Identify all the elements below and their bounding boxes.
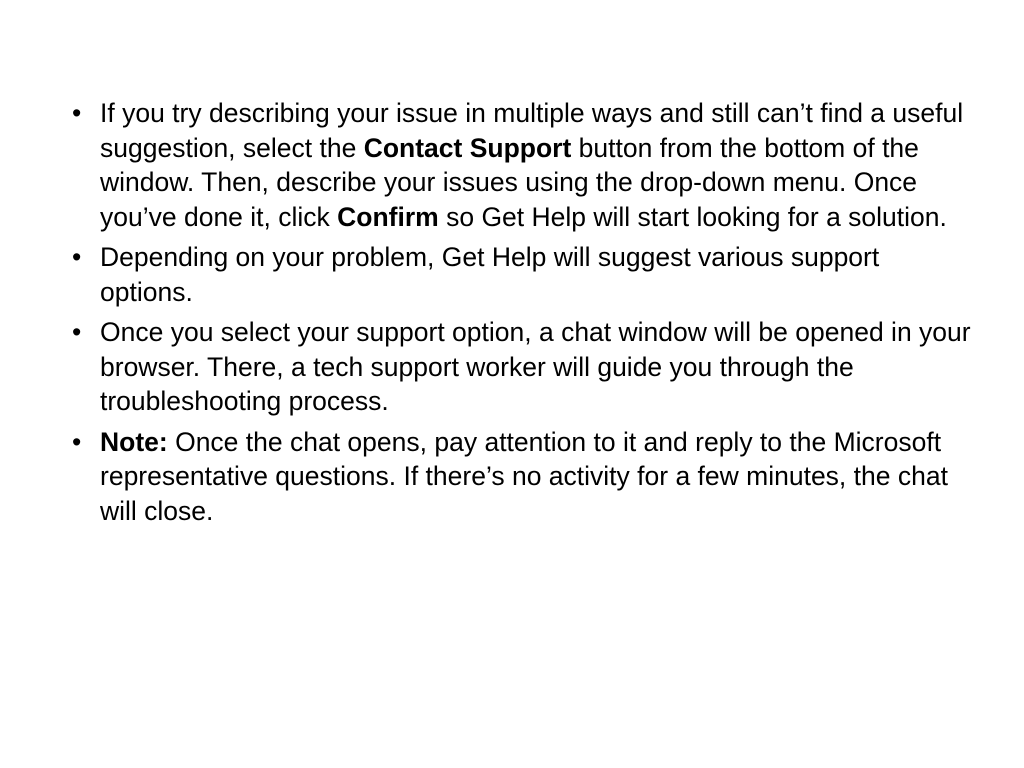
bullet-marker: • bbox=[72, 98, 82, 128]
bullet-2-text: Depending on your problem, Get Help will suggest various support options. bbox=[100, 242, 880, 307]
bullet-item-2 bbox=[72, 240, 972, 309]
bullet-marker: • bbox=[72, 426, 82, 457]
bullet-1-text-2: button from the bottom of the window. Then, describe your issues using the drop-down menu. Once you’ve done it, click bbox=[100, 132, 919, 232]
note-label: Note: bbox=[100, 426, 168, 457]
bullet-1-text-3: so Get Help will start looking for a solution. bbox=[438, 201, 947, 232]
bullet-3-text: Once you select your support option, a chat window will be opened in your browser. There, a tech support worker will guide you through the troubleshooting process. bbox=[100, 317, 971, 416]
bullet-marker: • bbox=[72, 242, 82, 272]
bullet-1-text-1: If you try describing your issue in multiple ways and still can’t find a useful suggestion, select the bbox=[100, 98, 964, 163]
bullet-marker: • bbox=[72, 317, 82, 347]
bullet-item-3 bbox=[72, 315, 972, 419]
contact-support-label: Contact Support bbox=[363, 132, 572, 163]
bullet-item-4 bbox=[72, 425, 972, 529]
bullet-item-1 bbox=[72, 96, 972, 234]
bullet-list bbox=[72, 96, 972, 534]
bullet-4-text: Once the chat opens, pay attention to it and reply to the Microsoft representative questions. If there’s no activity for a few minutes, the chat will close. bbox=[100, 426, 948, 526]
confirm-label: Confirm bbox=[337, 201, 439, 232]
